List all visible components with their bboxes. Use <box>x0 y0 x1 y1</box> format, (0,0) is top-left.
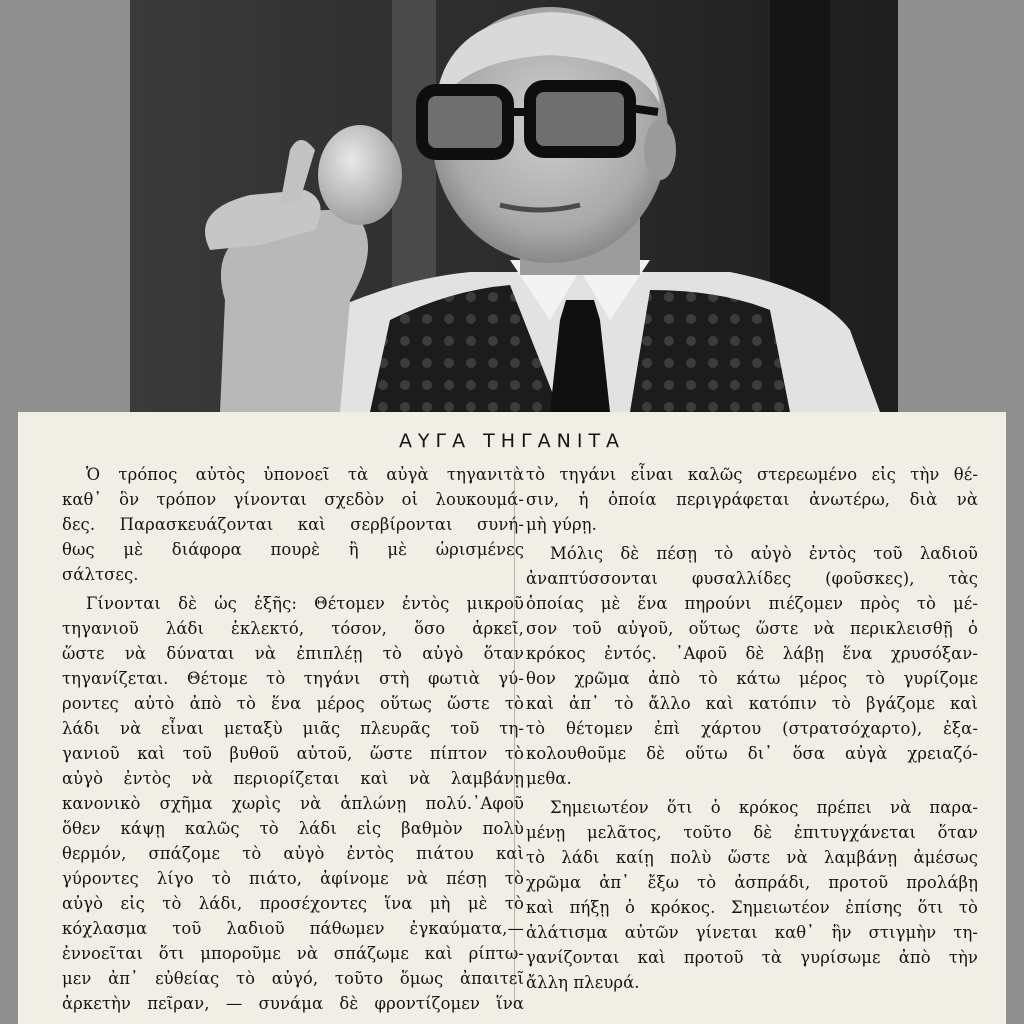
text-line: ἄλλη πλευρά. <box>526 973 640 992</box>
text-line: σάλτσες. <box>62 565 139 584</box>
text-line: ἐννοεῖται ὅτι μποροῦμε νὰ σπάζωμε καὶ ρίπτω- <box>62 944 524 963</box>
text-line: αὐγὸ ἐντὸς νὰ περιορίζεται καὶ νὰ λαμβάνῃ <box>62 769 524 788</box>
paragraph <box>62 462 524 587</box>
paragraph <box>62 591 524 1016</box>
text-line: τὸ λάδι καίῃ πολὺ ὥστε νὰ λαμβάνῃ ἀμέσως <box>526 848 978 867</box>
text-line: γανιοῦ καὶ τοῦ βυθοῦ αὐτοῦ, ὥστε πίπτον τὸ <box>62 744 524 763</box>
text-line: τὸ τηγάνι εἶναι καλῶς στερεωμένο εἰς τὴν θέ- <box>526 465 978 484</box>
text-line: δες. Παρασκευάζονται καὶ σερβίρονται συνή- <box>62 515 524 534</box>
text-line: καὶ ἀπ᾽ τὸ ἄλλο καὶ κατόπιν τὸ βγάζομε καὶ <box>526 694 978 713</box>
text-line: ἀρκετὴν πεῖραν, — συνάμα δὲ φροντίζομεν ἵνα <box>62 994 524 1013</box>
paragraph <box>526 795 978 995</box>
article-title: ΑΥΓΑ ΤΗΓΑΝΙΤΑ <box>398 430 626 452</box>
text-line: γανίζονται καὶ προτοῦ τὰ γυρίσωμε ἀπὸ τὴν <box>526 948 978 967</box>
text-line: καθ᾽ ὃν τρόπον γίνονται σχεδὸν οἱ λουκουμά- <box>62 490 524 509</box>
text-line: ροντες αὐτὸ ἀπὸ τὸ ἕνα μέρος οὕτως ὥστε τὸ <box>62 694 524 713</box>
text-line: κανονικὸ σχῆμα χωρὶς νὰ ἁπλώνῃ πολύ.᾽Αφοῦ <box>62 794 524 813</box>
text-line: σιν, ἡ ὁποία περιγράφεται ἀνωτέρω, διὰ νὰ <box>526 490 978 509</box>
egg <box>318 125 402 225</box>
text-line: τὸ θέτομεν ἐπὶ χάρτου (στρατσόχαρτο), ἐξα- <box>526 719 978 738</box>
text-line: Σημειωτέον ὅτι ὁ κρόκος πρέπει νὰ παρα- <box>550 798 978 817</box>
text-line: κρόκος ἐντός. ᾽Αφοῦ δὲ λάβῃ ἕνα χρυσόξαν- <box>526 644 978 663</box>
glasses <box>422 86 658 154</box>
text-line: θως μὲ διάφορα πουρὲ ἢ μὲ ὡρισμένες <box>62 540 524 559</box>
paragraph <box>526 541 978 791</box>
text-line: κολουθοῦμε δὲ οὕτω δι᾽ ὅσα αὐγὰ χρειαζό- <box>526 744 978 763</box>
text-line: ὁποίας μὲ ἕνα πηρούνι πιέζομεν πρὸς τὸ μέ- <box>526 594 978 613</box>
text-line: ὅθεν κάψῃ καλῶς τὸ λάδι εἰς βαθμὸν πολὺ <box>62 819 524 838</box>
text-line: τηγανιοῦ λάδι ἐκλεκτό, τόσον, ὅσο ἀρκεῖ, <box>62 619 524 638</box>
text-line: θερμόν, σπάζομε τὸ αὐγὸ ἐντὸς πιάτου καὶ <box>62 844 524 863</box>
text-line: κόχλασμα τοῦ λαδιοῦ πάθωμεν ἐγκαύματα,— <box>62 919 524 938</box>
text-line: γύροντες λίγο τὸ πιάτο, ἀφίνομε νὰ πέσῃ τὸ <box>62 869 524 888</box>
text-line: μὴ γύρῃ. <box>526 515 597 534</box>
text-line: αὐγὸ εἰς τὸ λάδι, προσέχοντες ἵνα μὴ μὲ τὸ <box>62 894 524 913</box>
text-line: Μόλις δὲ πέσῃ τὸ αὐγὸ ἐντὸς τοῦ λαδιοῦ <box>550 544 978 563</box>
article-photo <box>130 0 898 412</box>
text-line: τηγανίζεται. Θέτομε τὸ τηγάνι στὴ φωτιὰ γύ- <box>62 669 524 688</box>
text-line: ὥστε νὰ δύναται νὰ ἐπιπλέῃ τὸ αὐγὸ ὅταν <box>62 644 524 663</box>
text-line: Γίνονται δὲ ὡς ἑξῆς: Θέτομεν ἐντὸς μικροῦ <box>86 594 524 613</box>
text-line: μεθα. <box>526 769 572 788</box>
text-line: χρῶμα ἀπ᾽ ἔξω τὸ ἀσπράδι, προτοῦ προλάβῃ <box>526 873 978 892</box>
text-line: θον χρῶμα ἀπὸ τὸ κάτω μέρος τὸ γυρίζομε <box>526 669 978 688</box>
text-line: ἁλάτισμα αὐτῶν γίνεται καθ᾽ ἣν στιγμὴν τη- <box>526 923 978 942</box>
article-page <box>18 412 1006 1024</box>
text-line: Ὁ τρόπος αὐτὸς ὑπονοεῖ τὰ αὐγὰ τηγανιτὰ <box>86 465 524 484</box>
text-line: καὶ πήξῃ ὁ κρόκος. Σημειωτέον ἐπίσης ὅτι τὸ <box>526 898 978 917</box>
text-line: ἀναπτύσσονται φυσαλλίδες (φοῦσκες), τὰς <box>526 569 978 588</box>
text-line: λάδι νὰ εἶναι μεταξὺ μιᾶς πλευρᾶς τοῦ τη- <box>62 719 524 738</box>
left-column <box>62 462 524 1020</box>
text-line: σον τοῦ αὐγοῦ, οὕτως ὥστε νὰ περικλεισθῇ ὁ <box>526 619 978 638</box>
text-line: μεν ἀπ᾽ εὐθείας τὸ αὐγό, τοῦτο ὅμως ἀπαιτεῖ <box>62 969 524 988</box>
right-column <box>526 462 978 999</box>
text-line: μένῃ μελᾶτος, τοῦτο δὲ ἐπιτυγχάνεται ὅταν <box>526 823 978 842</box>
paragraph <box>526 462 978 537</box>
man-holding-egg-photo <box>130 0 898 412</box>
